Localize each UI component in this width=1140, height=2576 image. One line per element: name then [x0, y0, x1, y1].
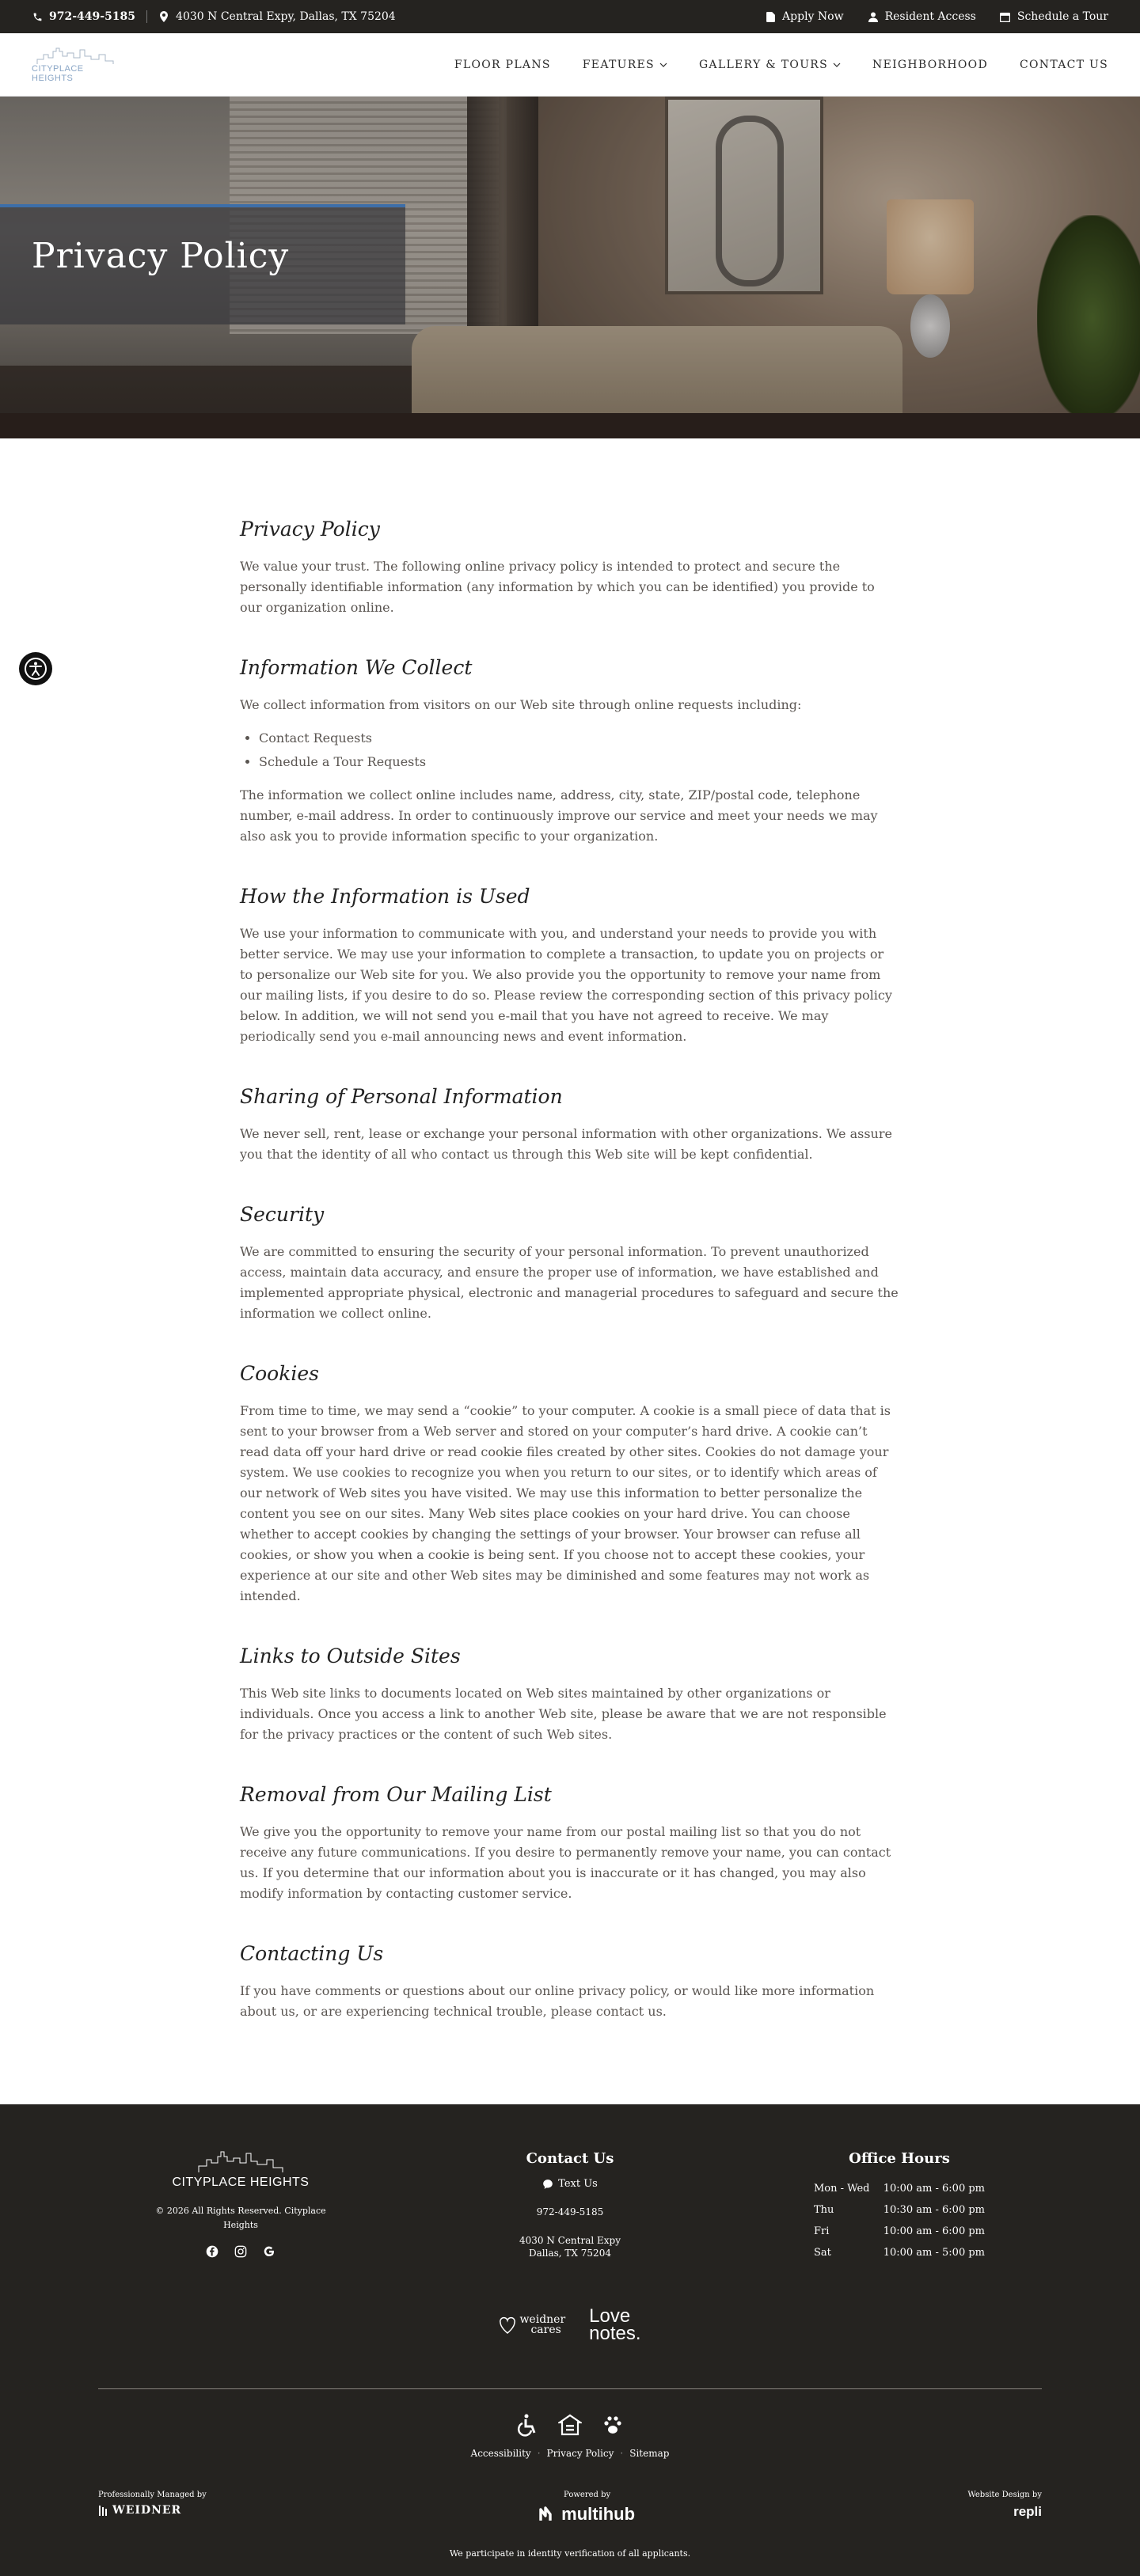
hours-time: 10:00 am - 5:00 pm: [883, 2247, 985, 2259]
list-item: • Contact Requests: [259, 727, 900, 750]
nav-label: FLOOR PLANS: [454, 58, 551, 71]
list-item: • Schedule a Tour Requests: [259, 750, 900, 774]
footer-skyline-icon: [197, 2150, 284, 2174]
calendar-icon: [1000, 11, 1011, 22]
section-paragraph: From time to time, we may send a “cookie” to your computer. A cookie is a small piece of data that is sent to your browser from a Web server and stored on your computer’s hard drive. A cookie can’t read data off your hard drive or read cookie files created by other sites. Cookies do not damage your system. We use cookies to recognize you when you return to our sites, or to identify which areas of our network of Web sites you have visited. We may use this information to better personalize the content you see on our sites. Many Web sites place cookies on your hard drive. You can choose whether to accept cookies by changing the settings of your browser. Your browser can refuse all cookies, or show you when a cookie is being sent. If you choose not to accept these cookies, your experience at our site and other Web sites may be diminished and some features may not work as intended.: [240, 1403, 891, 1603]
nav-features[interactable]: [583, 59, 667, 71]
top-bar: [0, 0, 1140, 33]
multihub-text: multihub: [561, 2504, 636, 2524]
google-icon[interactable]: [263, 2245, 276, 2261]
phone-icon: [32, 11, 43, 22]
accessibility-icon: [24, 657, 48, 681]
hours-time: 10:30 am - 6:00 pm: [883, 2204, 985, 2216]
copyright: © 2026 All Rights Reserved. Cityplace Heights: [155, 2206, 326, 2230]
weidner-cares-line1: weidner: [519, 2313, 566, 2326]
footer-address-line2[interactable]: Dallas, TX 75204: [529, 2248, 611, 2259]
footer-divider: [98, 2388, 1042, 2389]
section-paragraph: We value your trust. The following online privacy policy is intended to protect and secure the personally identifiable information (any information by which you can be identified) you provide to our organization online.: [240, 559, 875, 615]
document-icon: [765, 11, 776, 22]
partner-logos: [98, 2305, 1042, 2344]
section-paragraph: The information we collect online includes name, address, city, state, ZIP/postal code, telephone number, e-mail address. In order to continuously improve our service and meet your needs we may also ask you to provide information specific to your organization.: [240, 787, 878, 844]
hours-row: [814, 2178, 985, 2199]
section-paragraph: We are committed to ensuring the security of your personal information. To prevent unauthorized access, maintain data accuracy, and ensure the proper use of information, we have established and implemented appropriate physical, electronic and managerial procedures to safeguard and secure the information we collect online.: [240, 1244, 899, 1321]
hours-row: [814, 2199, 985, 2221]
section-heading: Cookies: [240, 1362, 319, 1385]
apply-now-label: Apply Now: [782, 10, 844, 23]
weidner-mark-icon: [98, 2504, 109, 2517]
equal-housing-icon[interactable]: [558, 2413, 582, 2437]
nav-label: CONTACT US: [1019, 58, 1108, 71]
repli-logo[interactable]: repli: [1013, 2504, 1042, 2519]
schedule-tour-link[interactable]: [1000, 10, 1108, 23]
section-heading: Privacy Policy: [240, 518, 380, 541]
heart-icon: [499, 2316, 516, 2335]
hours-day: Thu: [814, 2204, 834, 2216]
pet-friendly-icon[interactable]: [601, 2413, 625, 2437]
resident-access-label: Resident Access: [884, 10, 976, 23]
section-paragraph: We give you the opportunity to remove your name from our postal mailing list so that you do not receive any future communications. If you desire to permanently remove your name, you can contact us. If you determine that our information about you is inaccurate or it has changed, you may also modify information by contacting customer service.: [240, 1824, 891, 1901]
section-paragraph: We collect information from visitors on our Web site through online requests including:: [240, 697, 802, 712]
skyline-icon: [36, 47, 115, 66]
facebook-icon[interactable]: [206, 2245, 218, 2261]
section-heading: Security: [240, 1203, 325, 1226]
resident-access-link[interactable]: [868, 10, 976, 23]
love-notes-line1: Love: [589, 2305, 631, 2327]
accessibility-widget-button[interactable]: [19, 652, 52, 685]
logo-text: CITYPLACE HEIGHTS: [32, 63, 84, 83]
nav-menu: [454, 59, 1108, 71]
phone-link[interactable]: [32, 10, 135, 23]
address-link[interactable]: [158, 10, 396, 23]
hours-time: 10:00 am - 6:00 pm: [883, 2183, 985, 2195]
hours-row: [814, 2221, 985, 2242]
footer-hours: [757, 2150, 1042, 2263]
multihub-logo[interactable]: [539, 2504, 635, 2525]
design-by-label: Website Design by: [967, 2491, 1042, 2499]
apply-now-link[interactable]: [765, 10, 844, 23]
hero-banner: [0, 97, 1140, 438]
site-footer: [0, 2104, 1140, 2576]
section-paragraph: We never sell, rent, lease or exchange your personal information with other organizations. We assure you that the identity of all who contact us through this Web site will be kept confidential.: [240, 1126, 892, 1162]
section-heading: How the Information is Used: [240, 885, 530, 908]
link-separator: ·: [620, 2448, 624, 2459]
compliance-icons: [98, 2413, 1042, 2437]
nav-label: GALLERY & TOURS: [698, 58, 829, 71]
text-us-link[interactable]: [542, 2178, 598, 2190]
accessibility-link[interactable]: Accessibility: [470, 2448, 531, 2459]
section-paragraph: This Web site links to documents located on Web sites maintained by other organizations or individuals. Once you access a link to another Web site, please be aware that we are not responsible for the privacy practices or the content of such Web sites.: [240, 1686, 887, 1742]
footer-credits: [98, 2491, 1042, 2525]
powered-by-label: Powered by: [564, 2491, 611, 2499]
section-heading: Removal from Our Mailing List: [240, 1783, 552, 1806]
weidner-cares-line2: cares: [530, 2324, 561, 2336]
phone-text: 972-449-5185: [49, 10, 136, 23]
nav-neighborhood[interactable]: [872, 59, 988, 71]
contact-heading: Contact Us: [526, 2150, 614, 2167]
policy-content: [240, 438, 900, 2104]
love-notes-line2: notes.: [589, 2323, 641, 2344]
hours-heading: Office Hours: [849, 2150, 950, 2167]
text-us-label: Text Us: [558, 2178, 598, 2190]
section-paragraph: We use your information to communicate with you, and understand your needs to provide you with better service. We may use your information to complete a transaction, to update you on projects or to personalize our Web site for you. We also provide you the opportunity to remove your name from our mailing lists, if you desire to do so. Please review the corresponding section of this privacy policy below. In addition, we will not send you e-mail that you have not agreed to receive. We may periodically send you e-mail announcing news and event information.: [240, 926, 892, 1044]
footer-address-line1[interactable]: 4030 N Central Expy: [519, 2235, 621, 2246]
chevron-down-icon: [659, 63, 667, 67]
managed-by-label: Professionally Managed by: [98, 2491, 207, 2499]
hours-day: Fri: [814, 2225, 830, 2237]
section-heading: Contacting Us: [240, 1942, 384, 1965]
love-notes-logo[interactable]: [589, 2305, 641, 2344]
nav-label: FEATURES: [582, 58, 655, 71]
chevron-down-icon: [833, 63, 841, 67]
nav-contact-us[interactable]: [1020, 59, 1108, 71]
address-text: 4030 N Central Expy, Dallas, TX 75204: [176, 10, 396, 23]
section-paragraph: If you have comments or questions about our online privacy policy, or would like more information about us, or are experiencing technical trouble, please contact us.: [240, 1983, 875, 2019]
footer-logo-text: CITYPLACE HEIGHTS: [172, 2176, 310, 2189]
schedule-tour-label: Schedule a Tour: [1016, 10, 1108, 23]
link-separator: ·: [537, 2448, 541, 2459]
multihub-mark-icon: [539, 2506, 557, 2522]
footer-links: [98, 2448, 1042, 2459]
map-pin-icon: [158, 11, 169, 22]
hours-row: [814, 2242, 985, 2263]
weidner-cares-logo[interactable]: [499, 2308, 565, 2343]
footer-brand: [98, 2150, 383, 2263]
weidner-logo[interactable]: [98, 2504, 207, 2517]
page-title: Privacy Policy: [32, 236, 290, 276]
chat-bubble-icon: [542, 2179, 553, 2190]
hours-table: [814, 2178, 985, 2263]
hours-day: Mon - Wed: [814, 2183, 870, 2195]
design-by: [967, 2491, 1042, 2520]
user-icon: [868, 11, 879, 22]
nav-gallery-tours[interactable]: [699, 59, 841, 71]
hours-day: Sat: [814, 2247, 831, 2259]
social-links: [206, 2245, 276, 2261]
identity-verification-note: We participate in identity verification of all applicants.: [449, 2548, 691, 2559]
section-heading: Information We Collect: [240, 656, 473, 679]
sitemap-link[interactable]: Sitemap: [629, 2448, 670, 2459]
privacy-policy-link[interactable]: Privacy Policy: [546, 2448, 614, 2459]
site-logo[interactable]: [32, 47, 119, 83]
footer-phone[interactable]: 972-449-5185: [536, 2206, 604, 2217]
footer-contact: [428, 2150, 712, 2263]
request-list: [259, 727, 900, 774]
main-nav: [0, 33, 1140, 97]
nav-label: NEIGHBORHOOD: [872, 58, 988, 71]
powered-by: [539, 2491, 635, 2525]
wheelchair-icon[interactable]: [515, 2413, 539, 2437]
section-heading: Sharing of Personal Information: [240, 1085, 563, 1108]
managed-by: [98, 2491, 207, 2517]
instagram-icon[interactable]: [234, 2245, 247, 2261]
divider: [146, 10, 147, 23]
section-heading: Links to Outside Sites: [240, 1645, 461, 1667]
hours-time: 10:00 am - 6:00 pm: [883, 2225, 985, 2237]
weidner-text: WEIDNER: [112, 2504, 182, 2517]
nav-floor-plans[interactable]: [454, 59, 551, 71]
